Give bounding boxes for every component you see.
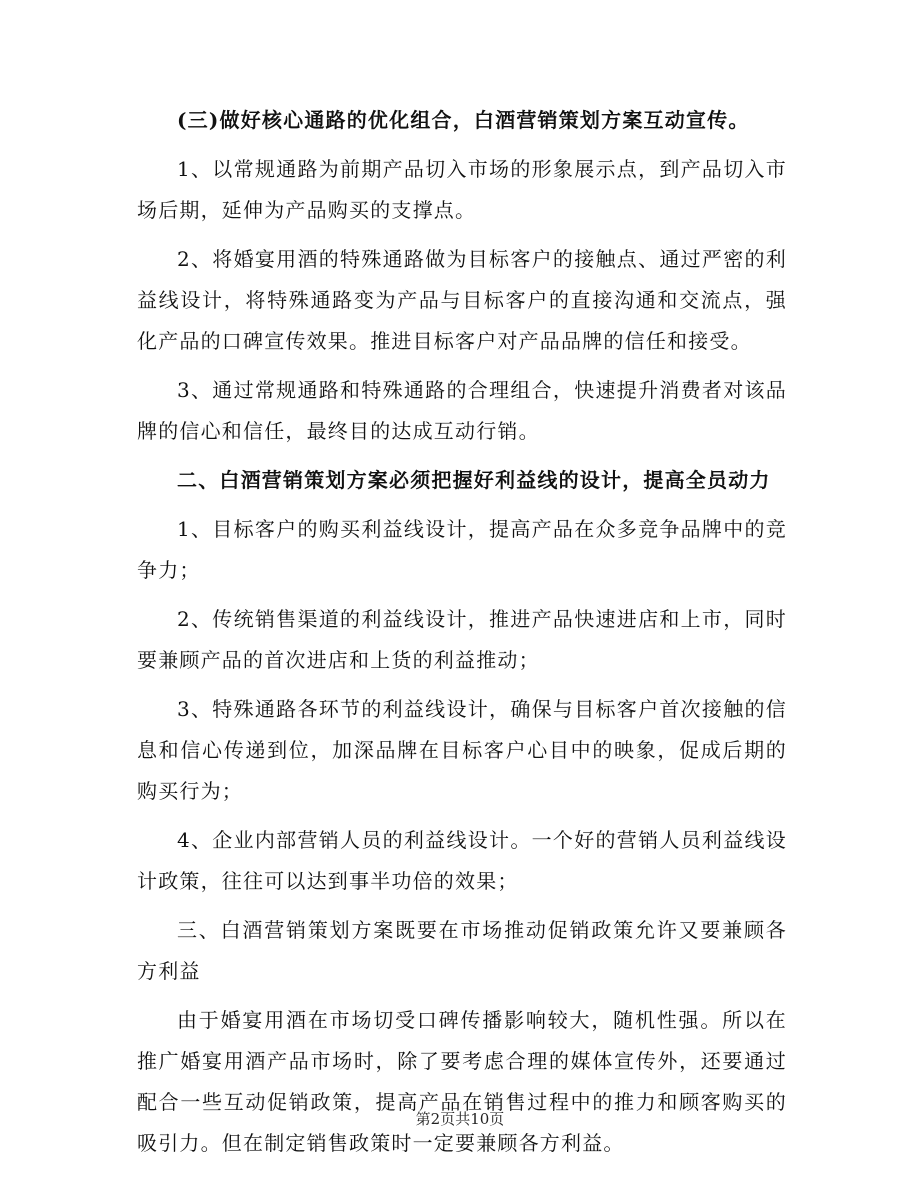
paragraph-item-3: 3、通过常规通路和特殊通路的合理组合，快速提升消费者对该品牌的信心和信任，最终目的达成互动行销。 [137, 378, 787, 443]
paragraph-benefit-3: 3、特殊通路各环节的利益线设计，确保与目标客户首次接触的信息和信心传递到位，加深品牌在目标客户心目中的映象，促成后期的购买行为； [137, 697, 787, 803]
paragraph-benefit-1: 1、目标客户的购买利益线设计，提高产品在众多竞争品牌中的竞争力； [137, 517, 787, 582]
document-body [137, 100, 787, 1172]
paragraph-wedding-wine: 由于婚宴用酒在市场切受口碑传播影响较大，随机性强。所以在推广婚宴用酒产品市场时，除了要考虑合理的媒体宣传外，还要通过配合一些互动促销政策，提高产品在销售过程中的推力和顾客购买的吸引力。但在制定销售政策时一定要兼顾各方利益。 [137, 1008, 787, 1155]
paragraph-item-1: 1、以常规通路为前期产品切入市场的形象展示点，到产品切入市场后期，延伸为产品购买的支撑点。 [137, 157, 787, 222]
heading-3-core-channels: (三)做好核心通路的优化组合，白酒营销策划方案互动宣传。 [177, 108, 750, 132]
page-number-footer: 第2页共10页 [415, 1110, 505, 1128]
paragraph-item-2: 2、将婚宴用酒的特殊通路做为目标客户的接触点、通过严密的利益线设计，将特殊通路变为产品与目标客户的直接沟通和交流点，强化产品的口碑宣传效果。推进目标客户对产品品牌的信任和接受。 [137, 247, 787, 353]
heading-2-benefit-design: 二、白酒营销策划方案必须把握好利益线的设计，提高全员动力 [177, 468, 771, 492]
paragraph-benefit-4: 4、企业内部营销人员的利益线设计。一个好的营销人员利益线设计政策，往往可以达到事半功倍的效果； [137, 828, 787, 893]
heading-3-promotion-policy: 三、白酒营销策划方案既要在市场推动促销政策允许又要兼顾各方利益 [137, 918, 787, 983]
paragraph-benefit-2: 2、传统销售渠道的利益线设计，推进产品快速进店和上市，同时要兼顾产品的首次进店和上货的利益推动； [137, 607, 787, 672]
